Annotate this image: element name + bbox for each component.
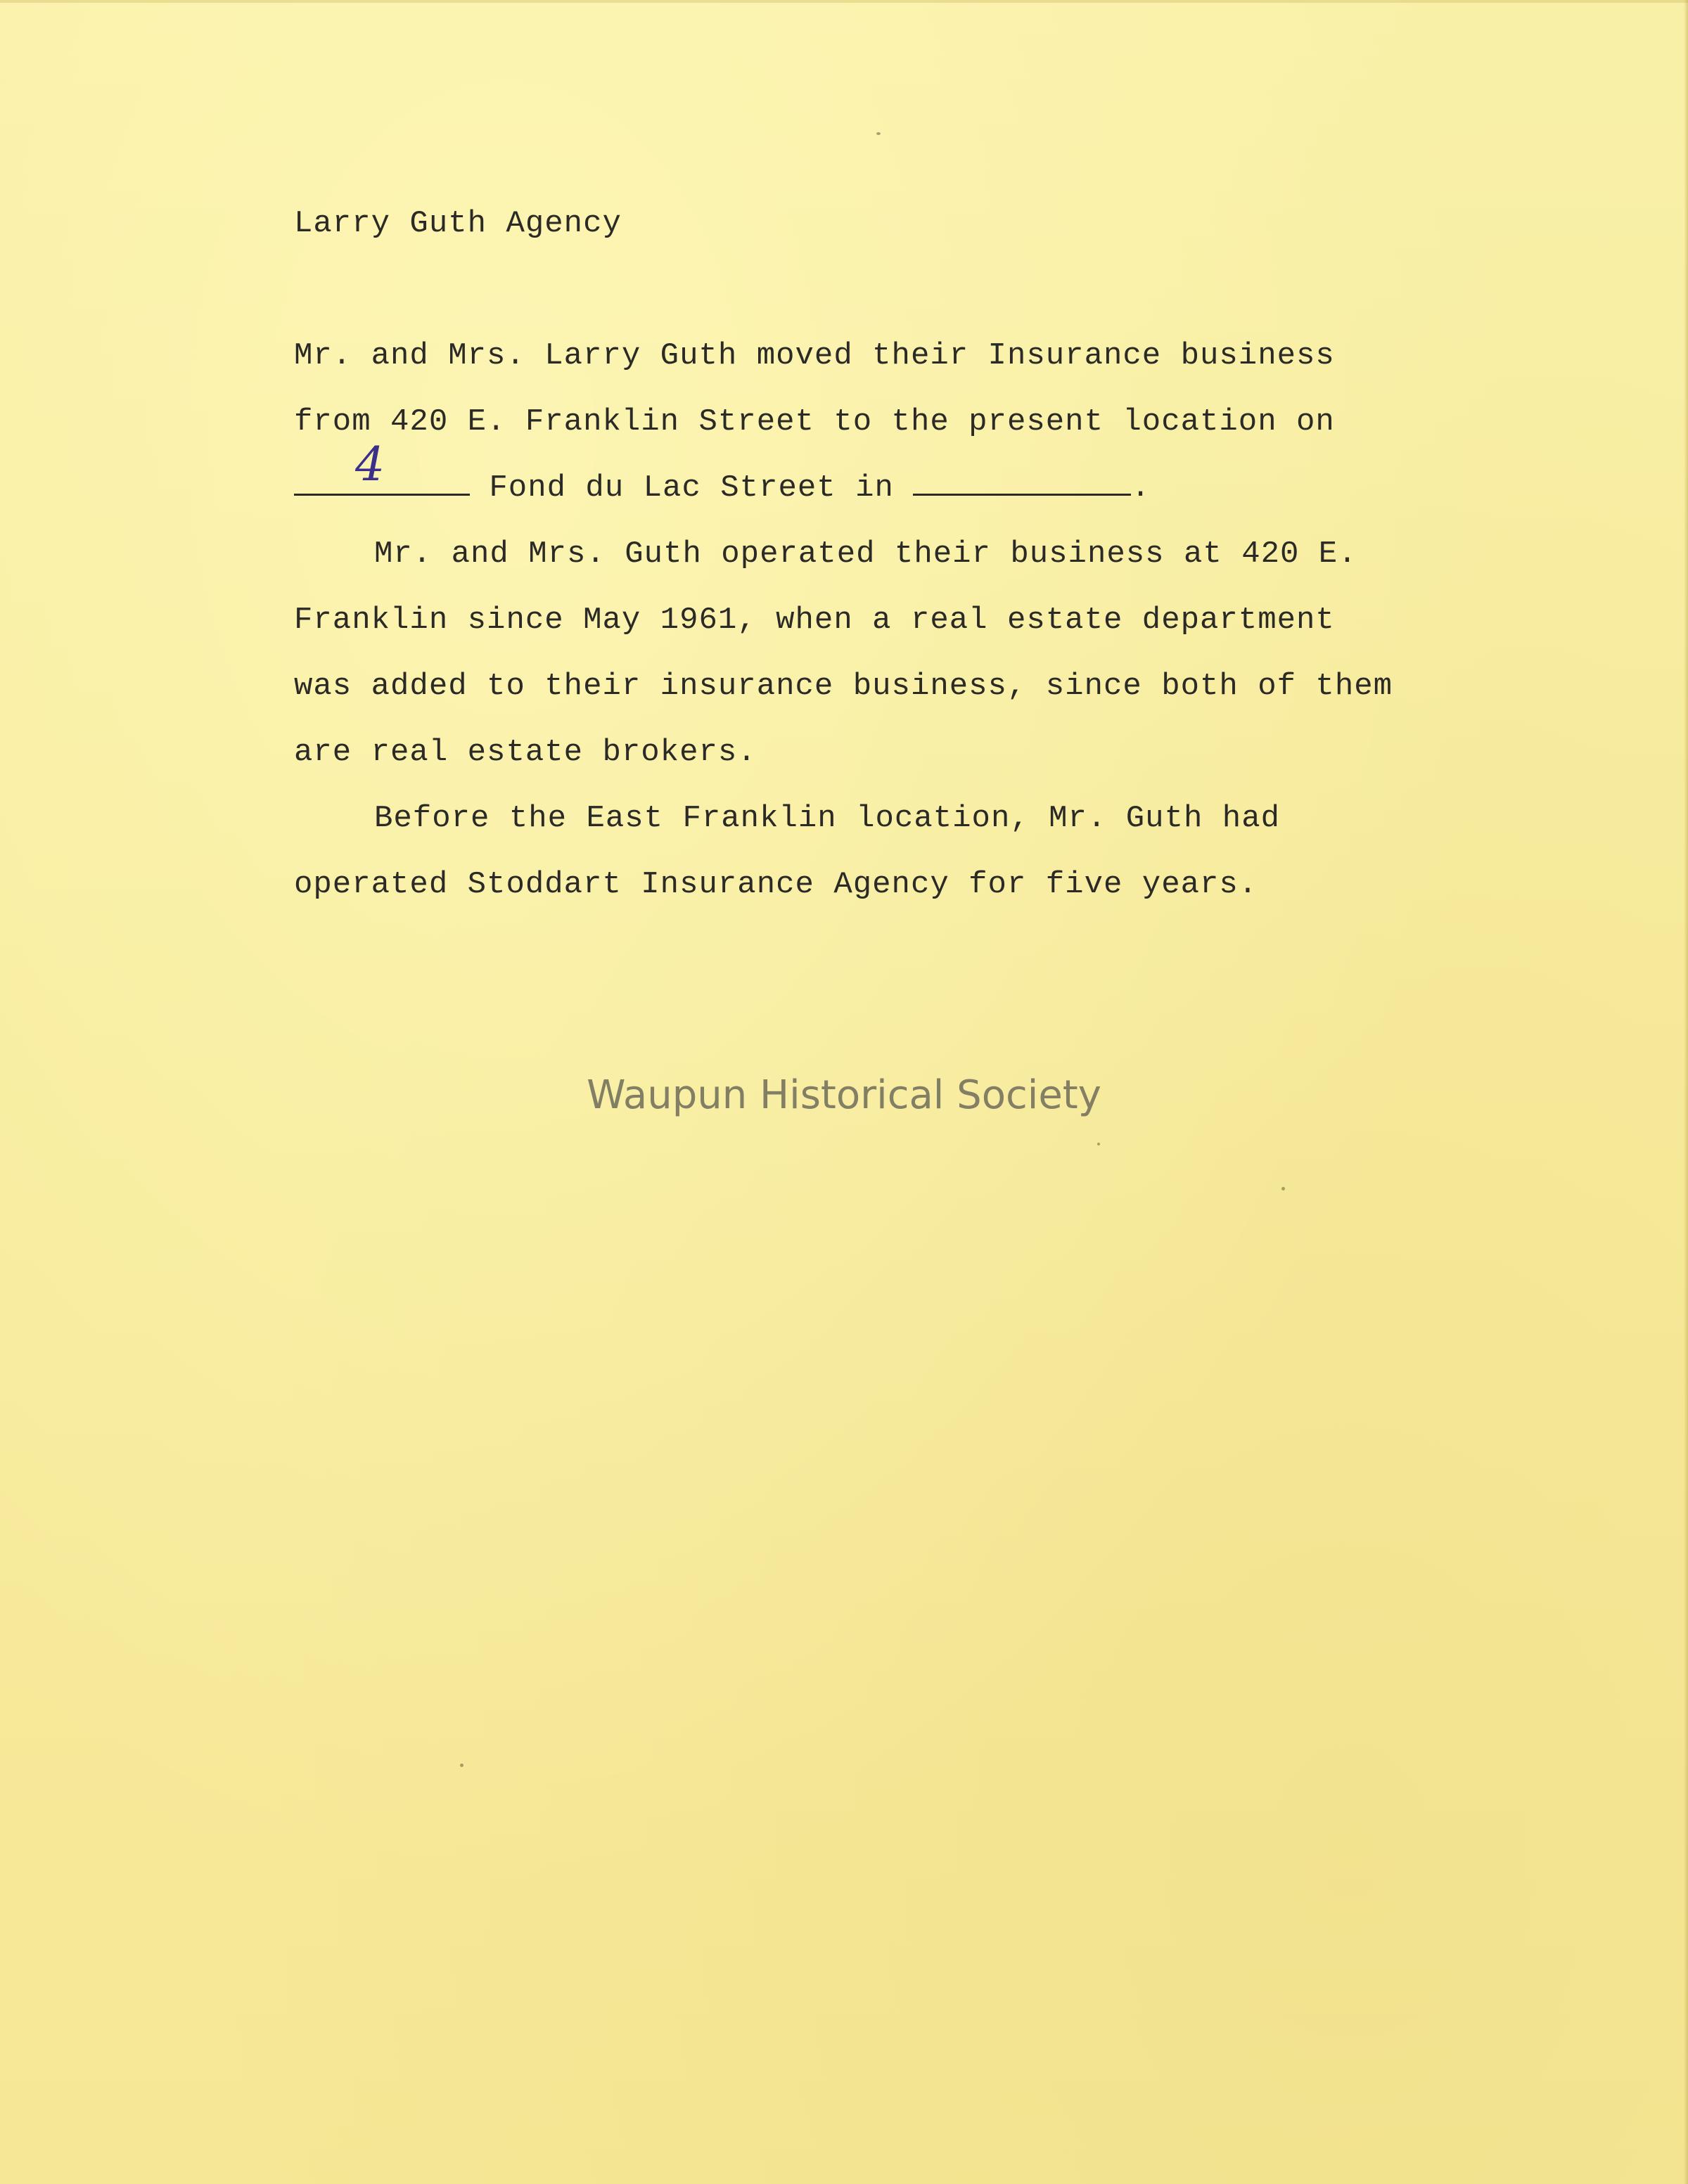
- paper-speck: [876, 132, 881, 135]
- paragraph-3-line-2: operated Stoddart Insurance Agency for five years.: [294, 867, 1258, 902]
- paragraph-2-line-1: Mr. and Mrs. Guth operated their business at 420 E.: [374, 537, 1357, 572]
- paragraph-1-line-2: from 420 E. Franklin Street to the present location on: [294, 404, 1335, 439]
- paragraph-2-line-4: are real estate brokers.: [294, 735, 757, 770]
- paper-speck: [1281, 1187, 1285, 1190]
- date-blank: [913, 473, 1131, 496]
- paragraph-3-line-1: Before the East Franklin location, Mr. Guth had: [374, 801, 1281, 836]
- street-name-text: Fond du Lac Street in: [470, 470, 914, 506]
- paragraph-2-line-3: was added to their insurance business, since both of them: [294, 669, 1393, 704]
- paragraph-1-line-1: Mr. and Mrs. Larry Guth moved their Insurance business: [294, 338, 1335, 373]
- watermark: Waupun Historical Society: [587, 1072, 1101, 1118]
- paragraph-1-line-3: [294, 470, 1151, 506]
- handwritten-street-number: 4: [355, 437, 385, 492]
- paper-speck: [1097, 1143, 1100, 1145]
- sentence-period: .: [1131, 470, 1151, 506]
- paper-speck: [460, 1764, 463, 1767]
- paragraph-2-line-2: Franklin since May 1961, when a real estate department: [294, 603, 1335, 638]
- page-edge-top: [0, 0, 1688, 3]
- document-title: Larry Guth Agency: [294, 206, 622, 241]
